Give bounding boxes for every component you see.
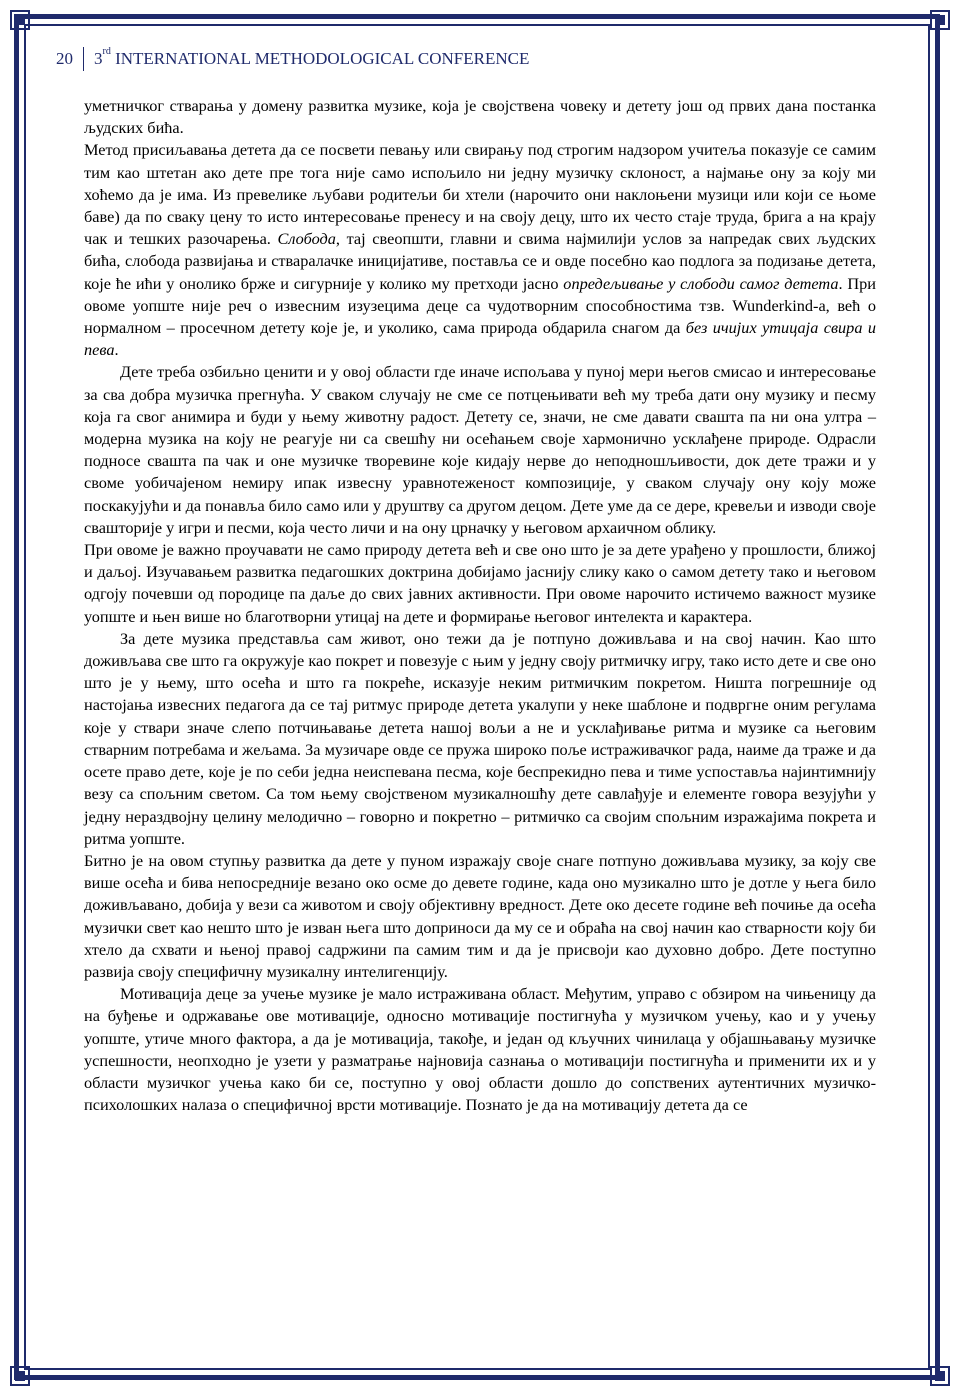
emphasis-sloboda: Слобода — [277, 229, 336, 249]
article-body — [84, 95, 876, 1116]
emphasis-opredeljivanje: опредељивање у слободи самог детета — [563, 273, 839, 293]
paragraph-7: Мотивација деце за учење музике је мало истраживана област. Међутим, управо с обзиром на чињеницу да на буђење и одржавање ове мотивације, односно мотивације постигнућа у музичком учењу, као и у учењу уопште, утиче много фактора, а да је мотивација, такође, и један од кључних чинилаца у објашњавању музичке успешности, неопходно је узети у разматрање најновија сазнања о мотивацији постигнућа и применити их и у области музичког учења како би се, поступно у овој области дошло до сопствених аутентичних музичко-психолошких налаза о специфичној врсти мотивације. Познато је да на мотивацију детета да се — [84, 984, 876, 1115]
page-number: 20 — [56, 49, 73, 68]
corner-ornament-top-left — [6, 6, 34, 34]
paragraph-3: Дете треба озбиљно ценити и у овој области где иначе испољава у пуној мери његов смисао и интересовање за сва добра музичка прегнућа. У сваком случају не сме се потцењивати већ му треба дати ону музику и песму која га свог анимира и буди у њему животну радост. Детету се, значи, не сме давати свашта па ни она ултра – модерна музика на коју не реагује ни са свешћу ни осећањем своје хармонично усклађене природе. Одрасли подносе свашта па чак и оне музичке творевине које кидају нерве до неподношљивости, док дете тражи и у своме уобичајеном немиру ипак извесну уравнотеженост композиције, у сваком случају ону коју може поскакујући и да понавља било само или у друштву са другом децом. Дете уме да се дере, кревељи и изводи своје свашторије у игри и песми, која често личи и на ону црначку у његовом архаичном облику. — [84, 362, 876, 537]
emphasis-bez-uticaja: без ичијих утицаја свира и пева — [84, 318, 877, 360]
header-divider — [83, 47, 84, 71]
paragraph-2: Метод присиљавања детета да се посвети певању или свирању под строгим надзором учитеља показује се самим тим као штетан ако дете пре тога није само испољило ни једну музичку склоност, а најмање ону за коју ми хоћемо да је има. Из превелике љубави родитељи би хтели (нарочито они наклоњени музици или који се њоме баве) да по сваку цену то исто интересовање пренесу и на своју децу, што их често стаје труда, брига а на крају чак и тешких разочарења. Слобода, тај свеопшти, главни и свима најмилији услов за напредак свих људских бића, слобода развијања и стваралачке иницијативе, поставља се и овде посебно као подлога за подизање детета, које ће ићи у онолико брже и сигурније у колико му претходи јасно опредељивање у слободи самог детета. При овоме уопште није реч о извесним изузецима деце са чудотворним способностима тзв. Wunderkind-a, већ о нормалном – просечном детету које је, и уколико, сама природа обдарила снагом да без ичијих утицаја свира и пева. — [84, 140, 877, 360]
paragraph-1: уметничког стварања у домену развитка музике, која је својствена човеку и детету још од првих дана постанка људских бића. — [84, 96, 876, 138]
paragraph-4: При овоме је важно проучавати не само природу детета већ и све оно што је за дете урађено у прошлости, ближој и даљој. Изучавањем развитка педагошких доктрина добијамо јаснију слику како о самом детету тако и његовом одгоју почевши од породице па даље до свих јавних активности. При овоме нарочито истичемо важност музике уопште и њен више но благотворни утицај на дете и формирање његовог интелекта и карактера. — [84, 540, 876, 626]
corner-ornament-top-right — [926, 6, 954, 34]
corner-ornament-bottom-left — [6, 1362, 34, 1390]
conference-ordinal: 3rd — [94, 46, 111, 68]
paragraph-6: Битно је на овом ступњу развитка да дете у пуном изражају своје снаге потпуно доживљава музику, за коју све више осећа и бива непосредније везано око осме до девете године, када оно музикално што је дотле у њега било доживљавано, добија у вези са животом и своју објективну вредност. Дете око десете године већ почиње да осећа музички свет као нешто што је изван њега што доприноси да му се и обраћа на свој начин као стварности коју би хтело да схвати и њеној правој садржини па самим тим и да је присвоји као духовно добро. Дете поступно развија своју специфичну музикалну интелигенцију. — [84, 850, 876, 981]
running-header — [56, 44, 529, 74]
conference-title: INTERNATIONAL METHODOLOGICAL CONFERENCE — [115, 49, 530, 68]
paragraph-5: За дете музика представља сам живот, оно тежи да је потпуно доживљава и на свој начин. Као што доживљава све што га окружује као покрет и повезује с њим у једну своју ритмичку игру, тако исто дете и све оно што је у њему, што осећа и што га покреће, исказује неким ритмичким покретом. Ништа погрешније од настојања извесних педагога да се тај ритмус природе детета укалупи у неке шаблоне и подвргне оним регулама које у ствари значе слепо потчињавање детета нашој вољи а не и усклађивање ритма и музике са његовим стварним потребама и жељама. За музичаре овде се пружа широко поље истраживачког рада, наиме да траже и да осете право дете, које је по себи једна неиспевана песма, које беспрекидно пева и тиме успоставља најинтимнију везу са спољним светом. Са том њему својственом музикалношћу дете савлађује и елементе говора везујући у једну нераздвојну целину мелодично – говорно и покретно – ритмичко са својим спољним изражајима покрета и ритма уопште. — [84, 628, 876, 848]
corner-ornament-bottom-right — [926, 1362, 954, 1390]
